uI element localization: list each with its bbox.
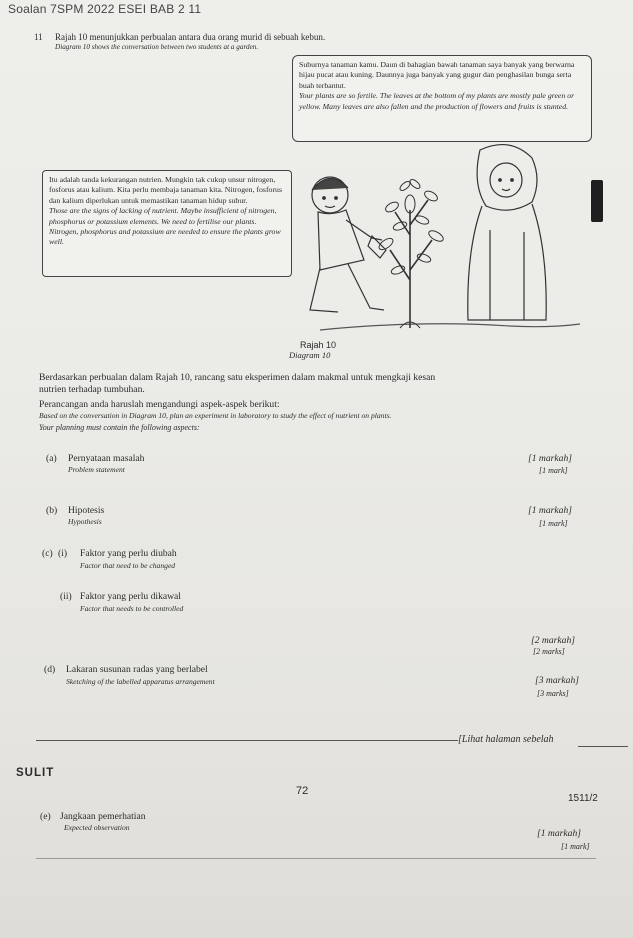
boy-character — [310, 177, 386, 312]
bubble-boy-text-en: Those are the signs of lacking of nutrient. Maybe insufficient of nitrogen, phosphorus or potassium elements. We need to fertilise our plants. Nitrogen, phosphorus and potassium are needed to ensure the plants grow well. — [49, 206, 281, 247]
item-b-text-ms: Hipotesis — [68, 505, 105, 516]
bubble-boy-text-ms: Itu adalah tanda kekurangan nutrien. Mungkin tak cukup unsur nitrogen, fosforus atau kalium. Kita perlu membaja tanaman kita. Nitrogen, fosforus dan kalium diperlukan untuk memastikan tanaman hidup subur. — [49, 175, 282, 205]
divider-line — [36, 740, 458, 741]
question-number: 11 — [34, 32, 43, 42]
question-intro-ms: Rajah 10 menunjukkan perbualan antara dua orang murid di sebuah kebun. — [55, 32, 326, 42]
item-a-text-en: Problem statement — [68, 465, 125, 474]
item-c-sub2-text-ms: Faktor yang perlu dikawal — [80, 591, 181, 602]
item-c-label: (c) — [42, 548, 53, 559]
bubble-girl-text-en: Your plants are so fertile. The leaves at the bottom of my plants are mostly pale green or yellow. Many leaves are also fallen and the production of flowers and fruits is stunted. — [299, 91, 575, 111]
item-b-mark-ms: [1 markah] — [528, 505, 572, 516]
item-e-mark-ms: [1 markah] — [537, 828, 581, 839]
item-e-mark-en: [1 mark] — [561, 842, 590, 851]
divider-line-right — [578, 746, 628, 747]
figure-label-en: Diagram 10 — [289, 350, 331, 360]
item-c-mark-ms: [2 markah] — [531, 635, 575, 646]
task-text-en: Based on the conversation in Diagram 10, plan an experiment in laboratory to study the effect of nutrient on plants. — [39, 411, 392, 420]
item-c-sub2-text-en: Factor that needs to be controlled — [80, 604, 184, 613]
bubble-girl-text-ms: Suburnya tanaman kamu. Daun di bahagian bawah tanaman saya banyak yang berwarna hijau pucat atau kuning. Daunnya juga banyak yang gugur dan penghasilan bunga serta buah terbantut. — [299, 60, 575, 90]
question-intro-en: Diagram 10 shows the conversation between two students at a garden. — [55, 43, 259, 51]
item-c-sub1-text-en: Factor that need to be changed — [80, 561, 176, 570]
item-c-sub1-text-ms: Faktor yang perlu diubah — [80, 548, 177, 559]
item-d-mark-ms: [3 markah] — [535, 675, 579, 686]
page-edge-tab — [591, 180, 603, 222]
sulit-label: SULIT — [16, 767, 55, 779]
speech-bubble-boy — [42, 170, 292, 277]
item-e-label: (e) — [40, 811, 51, 822]
speech-bubble-girl — [292, 55, 592, 142]
aspects-text-ms: Perancangan anda haruslah mengandungi aspek-aspek berikut: — [39, 399, 280, 410]
item-e-text-en: Expected observation — [64, 823, 130, 832]
garden-illustration — [260, 140, 590, 340]
item-e-text-ms: Jangkaan pemerhatian — [60, 811, 146, 822]
item-a-mark-ms: [1 markah] — [528, 453, 572, 464]
item-c-sub2-label: (ii) — [60, 591, 72, 602]
task-text-ms-line2: nutrien terhadap tumbuhan. — [39, 384, 145, 395]
item-a-label: (a) — [46, 453, 57, 464]
next-page-note: [Lihat halaman sebelah — [458, 734, 554, 745]
task-text-ms-line1: Berdasarkan perbualan dalam Rajah 10, rancang satu eksperimen dalam makmal untuk mengkaji kesan — [39, 372, 436, 383]
item-c-sub1-label: (i) — [58, 548, 68, 559]
figure-label-ms: Rajah 10 — [300, 340, 337, 350]
item-d-text-en: Sketching of the labelled apparatus arrangement — [66, 677, 215, 686]
footer-divider — [36, 858, 596, 859]
item-b-label: (b) — [46, 505, 58, 516]
item-b-mark-en: [1 mark] — [539, 519, 568, 528]
document-title: Soalan 7SPM 2022 ESEI BAB 2 11 — [8, 2, 202, 16]
item-d-mark-en: [3 marks] — [537, 689, 569, 698]
item-d-text-ms: Lakaran susunan radas yang berlabel — [66, 664, 208, 675]
item-a-mark-en: [1 mark] — [539, 466, 568, 475]
aspects-text-en: Your planning must contain the following aspects: — [39, 423, 200, 432]
item-b-text-en: Hypothesis — [68, 517, 102, 526]
item-c-mark-en: [2 marks] — [533, 647, 565, 656]
page-number: 72 — [296, 785, 309, 797]
plant-illustration — [377, 178, 445, 328]
paper-code: 1511/2 — [568, 793, 598, 804]
item-d-label: (d) — [44, 664, 56, 675]
item-a-text-ms: Pernyataan masalah — [68, 453, 145, 464]
girl-character — [468, 145, 546, 320]
